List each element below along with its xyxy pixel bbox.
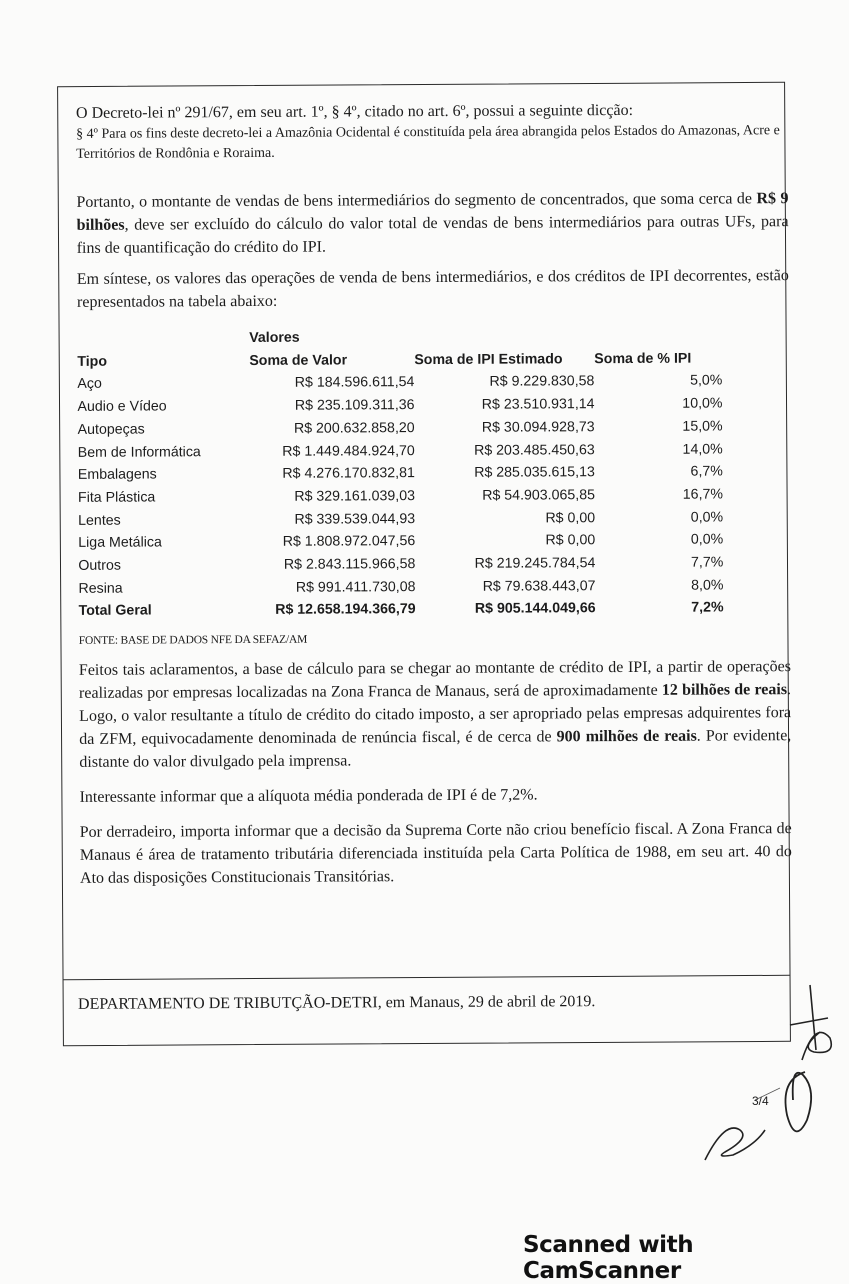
cell-valor: R$ 200.632.858,20 [293,419,415,437]
cell-pct: 10,0% [682,395,723,412]
cell-ipi: R$ 219.245.784,54 [474,555,596,572]
cell-tipo: Audio e Vídeo [77,398,167,415]
cell-ipi: R$ 0,00 [545,509,596,527]
cell-ipi: R$ 905.144.049,66 [474,600,596,618]
signoff-divider [64,975,790,980]
cell-tipo: Autopeças [77,421,145,438]
cell-tipo: Resina [78,580,123,597]
table-total-row [79,597,724,623]
table-row [78,438,723,464]
cell-pct: 5,0% [690,372,723,390]
cell-valor: R$ 184.596.611,54 [294,374,415,392]
cell-ipi: R$ 9.229.830,58 [489,373,595,391]
table-group-header-row [77,324,722,350]
cell-valor: R$ 1.808.972.047,56 [282,533,416,551]
text-run: Portanto, o montante de vendas de bens intermediários do segmento de concentrados, que soma cerca de [76,190,757,211]
text-run: . Por evidente, distante do valor divulgado pela imprensa. [79,727,792,772]
cell-valor: R$ 12.658.194.366,79 [275,601,416,619]
cell-pct: 7,2% [691,599,724,617]
cell-tipo: Fita Plástica [77,489,156,506]
text-run: . Logo, o valor resultante a título de crédito do citado imposto, a ser apropriado pelas empresas adquirentes fora da ZFM, equivocadamente denominada de renúncia fiscal, é de cerca de [79,681,792,749]
bold-amount: 12 bilhões de reais [661,681,788,699]
scanner-watermark-text: Scanned with CamScanner [523,1232,694,1284]
cell-tipo: Liga Metálica [78,534,162,552]
cell-pct: 16,7% [682,486,724,503]
table-row [77,393,722,419]
table-row [78,574,723,600]
cell-valor: R$ 235.109.311,36 [294,397,415,414]
table-row [78,529,723,555]
cell-pct: 6,7% [690,463,723,480]
table-header-row [77,347,722,373]
cell-ipi: R$ 79.638.443,07 [482,577,596,595]
table-row [78,506,723,532]
cell-valor: R$ 1.449.484.924,70 [282,442,415,460]
cell-ipi: R$ 285.035.615,13 [474,464,595,482]
text-run: Feitos tais aclaramentos, a base de cálculo para se chegar ao montante de crédito de IPI, a partir de operações realizadas por empresas localizadas na Zona Franca de Manaus, será de aproximadamente [78,658,791,703]
table-row [78,552,723,578]
cell-valor: R$ 991.411.730,08 [295,578,416,596]
page-number: 3/4 [752,1094,769,1108]
cell-tipo: Total Geral [78,602,152,620]
table-group-header: Valores [249,329,300,346]
cell-pct: 14,0% [682,441,723,458]
cell-pct: 8,0% [691,577,724,594]
paragraph-exclusion [76,187,788,260]
text-run: , deve ser excluído do cálculo do valor total de vendas de bens intermediários para outras UFs, para fins de quantificação do crédito do IPI. [76,213,789,257]
cell-ipi: R$ 30.094.928,73 [481,418,595,436]
cell-pct: 0,0% [690,509,724,526]
cell-ipi: R$ 54.903.065,85 [482,487,596,504]
bold-amount: 900 milhões de reais [556,727,697,746]
paragraph-summary: Em síntese, os valores das operações de venda de bens intermediários, e dos créditos de IPI decorrentes, estão representados na tabela abaixo: [76,267,789,311]
paragraph-conclusion: Por derradeiro, importa informar que a decisão da Suprema Corte não criou benefício fiscal. A Zona Franca de Manaus é área de tratamento tributária diferenciada instituída pela Carta Política de 1988, em seu art. 40 do Ato das disposições Constitucionais Transitórias. [79,820,792,887]
cell-valor: R$ 2.843.115.966,58 [283,556,416,573]
cell-tipo: Aço [77,376,102,393]
cell-tipo: Embalagens [77,466,157,484]
cell-tipo: Outros [78,557,121,574]
cell-ipi: R$ 0,00 [545,532,596,549]
paragraph-calculation [79,655,792,774]
cell-valor: R$ 339.539.044,93 [294,510,416,528]
intro-line: O Decreto-lei nº 291/67, em seu art. 1º, § 4º, citado no art. 6º, possui a seguinte dicção: [75,101,634,122]
table-row [78,415,723,441]
cell-valor: R$ 329.161.039,03 [294,488,416,505]
paragraph-average-rate: Interessante informar que a alíquota média ponderada de IPI é de 7,2%. [79,786,538,807]
legal-quote: § 4º Para os fins deste decreto-lei a Amazônia Ocidental é constituída pela área abrangida pelos Estados do Amazonas, Acre e Territórios de Rondônia e Roraima. [76,123,780,162]
scanner-watermark [523,1232,849,1284]
header-soma-valor: Soma de Valor [249,352,348,369]
cell-pct: 15,0% [682,418,723,435]
header-soma-ipi: Soma de IPI Estimado [414,351,563,368]
table-header-empty [77,327,249,351]
header-soma-pct-ipi: Soma de % IPI [594,350,692,367]
bold-amount: R$ 9 bilhões [76,190,789,234]
cell-ipi: R$ 203.485.450,63 [474,441,595,459]
document-body [76,100,792,890]
table-source: FONTE: BASE DE DADOS NFE DA SEFAZ/AM [78,633,308,648]
cell-ipi: R$ 23.510.931,14 [481,396,595,413]
cell-tipo: Bem de Informática [77,443,201,461]
table-header-empty [594,324,722,347]
sales-table [77,324,724,623]
cell-tipo: Lentes [78,512,121,529]
header-tipo: Tipo [77,353,108,370]
cell-pct: 0,0% [690,531,724,548]
table-row [77,370,722,396]
table-row [78,461,723,487]
table-row [78,483,723,509]
signature-rubric [695,1060,825,1170]
cell-pct: 7,7% [690,554,724,571]
cell-valor: R$ 4.276.170.832,81 [282,465,415,483]
signoff-line: DEPARTAMENTO DE TRIBUTÇÃO-DETRI, em Manaus, 29 de abril de 2019. [77,993,596,1013]
table-header-empty [414,325,594,349]
